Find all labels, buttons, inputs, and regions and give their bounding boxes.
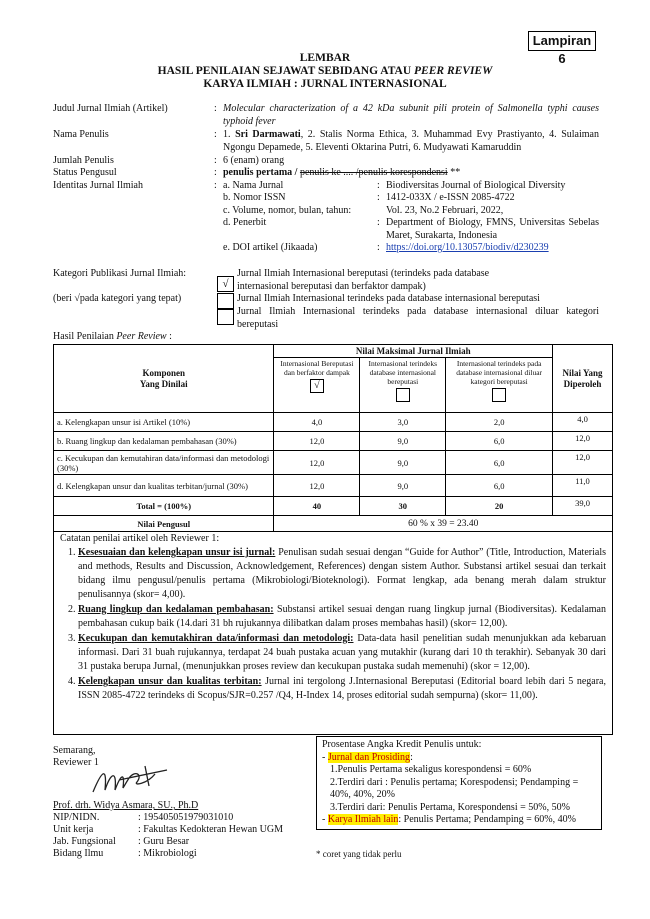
nilai-pengusul-row: Nilai Pengusul 60 % x 39 = 23.40	[54, 516, 613, 532]
table-row: a. Kelengkapan unsur isi Artikel (10%) 4,0 3,0 2,0 4,0	[54, 413, 613, 432]
kategori-hint: (beri √pada kategori yang tepat)	[53, 293, 182, 304]
identitas-a-key: a. Nama Jurnal	[223, 180, 284, 191]
col-check-2[interactable]	[396, 388, 410, 402]
sign-bidang-key: Bidang Ilmu	[53, 848, 104, 859]
diperoleh-header: Nilai Yang Diperoleh	[553, 345, 613, 413]
jumlah-value: 6 (enam) orang	[223, 155, 285, 166]
sign-unit-value: : Fakultas Kedokteran Hewan UGM	[138, 824, 283, 835]
reviewer-notes	[53, 530, 613, 735]
sign-bidang-value: : Mikrobiologi	[138, 848, 197, 859]
kategori-checkbox-3[interactable]	[217, 309, 234, 325]
identitas-d-value: Department of Biology, FMNS, Universitas Sebelas Maret, Surakarta, Indonesia	[386, 217, 599, 241]
doc-title-2: HASIL PENILAIAN SEJAWAT SEBIDANG ATAU PEER REVIEW	[157, 65, 493, 77]
identitas-b-value: 1412-033X / e-ISSN 2085-4722	[386, 192, 515, 203]
jumlah-label: Jumlah Penulis	[53, 155, 114, 166]
table-row: c. Kecukupan dan kemutahiran data/informasi dan metodologi (30%) 12,0 9,0 6,0 12,0	[54, 451, 613, 475]
komponen-header: Komponen Yang Dinilai	[54, 345, 274, 413]
doi-link[interactable]: https://doi.org/10.13057/biodiv/d230239	[386, 242, 549, 253]
identitas-label: Identitas Jurnal Ilmiah	[53, 180, 143, 191]
col-diluar: Internasional terindeks pada database internasional diluar kategori bereputasi	[446, 358, 553, 413]
table-row: b. Ruang lingkup dan kedalaman pembahasan (30%) 12,0 9,0 6,0 12,0	[54, 432, 613, 451]
sign-nip-value: : 195405051979031010	[138, 812, 234, 823]
col-check-3[interactable]	[492, 388, 506, 402]
kategori-option-2: Jurnal Ilmiah Internasional terindeks pada database internasional bereputasi	[237, 293, 540, 304]
table-row: d. Kelengkapan unsur dan kualitas terbitan/jurnal (30%) 12,0 9,0 6,0 11,0	[54, 475, 613, 497]
identitas-c-key: c. Volume, nomor, bulan, tahun:	[223, 205, 352, 216]
nilai-maks-header: Nilai Maksimal Jurnal Ilmiah	[274, 345, 553, 358]
identitas-e-key: e. DOI artikel (Jikaada)	[223, 242, 318, 253]
note-item: 2. Ruang lingkup dan kedalaman pembahasan: Substansi artikel sesuai dengan ruang lingkup jurnal (Biodiversitas). Kedalaman pembahasan cukup baik (14.dari 31 bh rujukannya dilibatkan dalam proses membahas hasil) (skor= 12,00).	[78, 603, 606, 631]
status-label: Status Pengusul	[53, 167, 117, 178]
identitas-d-key: d. Penerbit	[223, 217, 267, 228]
sign-unit-key: Unit kerja	[53, 824, 94, 835]
doc-title-3: KARYA ILMIAH : JURNAL INTERNASIONAL	[203, 78, 447, 90]
col-bereputasi: Internasional Bereputasi dan berfaktor dampak √	[274, 358, 360, 413]
identitas-a-value: Biodiversitas Journal of Biological Diversity	[386, 180, 566, 191]
col-terindeks: Internasional terindeks database internasional bereputasi	[360, 358, 446, 413]
sign-place: Semarang,	[53, 745, 96, 756]
sign-nip-key: NIP/NIDN.	[53, 812, 100, 823]
lampiran-label: Lampiran 6	[528, 31, 596, 51]
kategori-checkbox-2[interactable]	[217, 293, 234, 309]
sign-jab-key: Jab. Fungsional	[53, 836, 116, 847]
col-check-1[interactable]: √	[310, 379, 324, 393]
kategori-option-1: Jurnal Ilmiah Internasional bereputasi (terindeks pada database internasional bereputasi dan berfaktor dampak)	[237, 268, 490, 292]
identitas-c-value: Vol. 23, No.2 Februari, 2022,	[386, 205, 504, 216]
sign-jab-value: : Guru Besar	[138, 836, 190, 847]
signature-image	[85, 760, 175, 800]
judul-label: Judul Jurnal Ilmiah (Artikel)	[53, 103, 168, 114]
kategori-checkbox-1[interactable]: √	[217, 276, 234, 292]
penulis-value: 1. Sri Darmawati, 2. Stalis Norma Ethica, 3. Muhammad Evy Prastiyanto, 4. Sulaiman Ngongu Depamede, 5. Eleventi Oktarina Putri, 6. Mudyawati Kamaruddin	[223, 129, 599, 153]
kategori-label: Kategori Publikasi Jurnal Ilmiah:	[53, 268, 187, 279]
total-row: Total = (100%) 40 30 20 39,0	[54, 497, 613, 516]
note-item: 3. Kecukupan dan kemutakhiran data/informasi dan metodologi: Data-data hasil penelitian sudah menunjukkan ada kebaruan informasi. Dari 31 buah rujukannya, terdapat 24 buah pustaka acuan yang mutakhir (kurang dari 10 th terakhir). Sebanyak 30 dari 31 pustaka berupa Jurnal, (menunjukkan proses review dan kecukupan pustaka sudah memenuhi) (skor = 12,00).	[78, 632, 606, 674]
footnote: * coret yang tidak perlu	[316, 849, 402, 859]
angka-kredit-box: Prosentase Angka Kredit Penulis untuk: - Jurnal dan Prosiding: 1.Penulis Pertama sekaligus korespondensi = 60% 2.Terdiri dari : Penulis pertama; Korespodensi; Pendamping = 40%, 40%, 20% 3.Terdiri dari: Penulis Pertama, Korespondensi = 50%, 50% - Karya Ilmiah lain: Penulis Pertama; Pendamping = 60%, 40%	[316, 736, 602, 830]
doc-title-1: LEMBAR	[299, 52, 351, 64]
kategori-option-3: Jurnal Ilmiah Internasional terindeks pada database internasional diluar kategori bereputasi	[237, 306, 599, 330]
note-item: 4. Kelengkapan unsur dan kualitas terbitan: Jurnal ini tergolong J.Internasional Bereputasi (Editorial board lebih dari 5 negara, ISSN 2085-4722 terindeks di Scopus/SJR=0.257 /Q4, H-Index 14, proses editorial sudah sempurna) (skor= 11,00).	[78, 675, 606, 703]
identitas-b-key: b. Nomor ISSN	[223, 192, 286, 203]
hasil-label: Hasil Penilaian Peer Review :	[53, 331, 172, 342]
reviewer-name: Prof. drh. Widya Asmara, SU., Ph.D	[53, 800, 199, 811]
status-value: penulis pertama / penulis ke .... /penulis korespondensi **	[223, 167, 461, 178]
note-item: 1. Kesesuaian dan kelengkapan unsur isi jurnal: Penulisan sudah sesuai dengan “Guide for Author” (Title, Introduction, Materials and methods, Results and Discussion, Acknowledgement, References) dengan sistem Author. Substansi artikel sesuai dan terkait bidang ilmu pengusul/penulis pertama (Mikrobiologi/Bioteknologi). Format lengkap, ada benang merah dalam struktur penulisannya (skor= 4,00).	[78, 546, 606, 602]
notes-heading: Catatan penilai artikel oleh Reviewer 1:	[60, 533, 220, 544]
penilaian-table	[53, 344, 613, 532]
judul-value: Molecular characterization of a 42 kDa subunit pili protein of Salmonella typhi causes typhoid fever	[223, 103, 599, 127]
sign-role: Reviewer 1	[53, 757, 99, 768]
penulis-label: Nama Penulis	[53, 129, 109, 140]
